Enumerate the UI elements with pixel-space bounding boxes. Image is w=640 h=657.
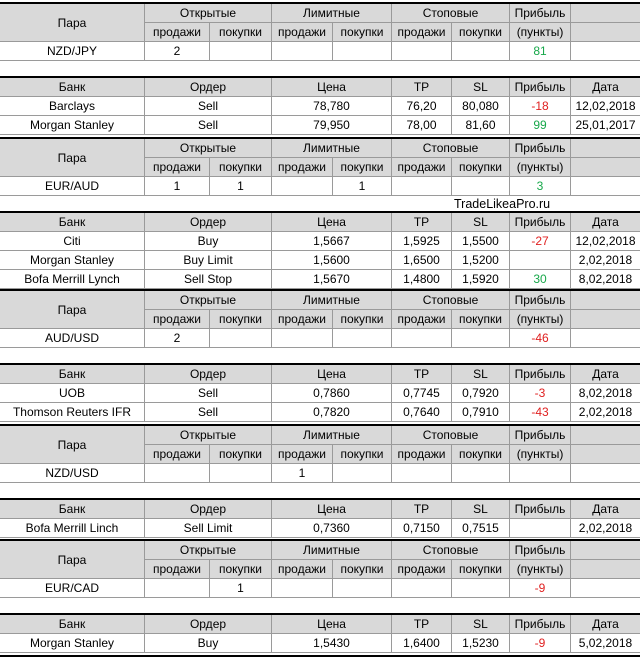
sells-subheader: продажи (272, 158, 333, 177)
order-column-header: Ордер (145, 365, 272, 384)
section-divider (0, 613, 640, 615)
stop-loss: 1,5230 (452, 634, 510, 653)
take-profit: 0,7150 (392, 519, 452, 538)
sells-subheader: продажи (272, 310, 333, 329)
row-profit: 30 (510, 270, 571, 289)
order-type: Buy Limit (145, 251, 272, 270)
order-date: 12,02,2018 (571, 97, 640, 116)
open-header: Открытые (145, 291, 272, 310)
limit-sell-count (272, 42, 333, 61)
sl-column-header: SL (452, 213, 510, 232)
stop-buy-count (452, 579, 510, 598)
date-column-header: Дата (571, 365, 640, 384)
empty-header (571, 426, 640, 445)
sells-subheader: продажи (145, 445, 210, 464)
bank-name: UOB (0, 384, 145, 403)
stop-sell-count (392, 579, 452, 598)
stop-header: Стоповые (392, 4, 510, 23)
buys-subheader: покупки (452, 23, 510, 42)
price-column-header: Цена (272, 78, 392, 97)
profit-column-header: Прибыль (510, 500, 571, 519)
sells-subheader: продажи (392, 23, 452, 42)
profit-column-header: Прибыль (510, 365, 571, 384)
order-column-header: Ордер (145, 615, 272, 634)
pair-name: NZD/USD (0, 464, 145, 483)
take-profit: 1,6500 (392, 251, 452, 270)
open-header: Открытые (145, 139, 272, 158)
order-date: 2,02,2018 (571, 403, 640, 422)
take-profit: 1,6400 (392, 634, 452, 653)
pair-header: Пара (0, 541, 145, 579)
limit-header: Лимитные (272, 4, 392, 23)
order-price: 0,7360 (272, 519, 392, 538)
order-type: Buy (145, 634, 272, 653)
empty-header (571, 541, 640, 560)
order-price: 1,5430 (272, 634, 392, 653)
sells-subheader: продажи (145, 158, 210, 177)
buys-subheader: покупки (333, 310, 392, 329)
pair-profit: 3 (510, 177, 571, 196)
stop-loss: 1,5500 (452, 232, 510, 251)
bank-name: Barclays (0, 97, 145, 116)
profit-header: Прибыль (510, 541, 571, 560)
brand-caption: TradeLikeaPro.ru (454, 197, 551, 211)
order-date: 12,02,2018 (571, 232, 640, 251)
empty-cell (571, 42, 640, 61)
price-column-header: Цена (272, 213, 392, 232)
empty-cell (571, 177, 640, 196)
limit-header: Лимитные (272, 541, 392, 560)
sells-subheader: продажи (272, 445, 333, 464)
bank-name: Bofa Merrill Lynch (0, 270, 145, 289)
order-column-header: Ордер (145, 213, 272, 232)
stop-loss: 1,5920 (452, 270, 510, 289)
stop-buy-count (452, 329, 510, 348)
sl-column-header: SL (452, 615, 510, 634)
open-buy-count (210, 464, 272, 483)
order-price: 79,950 (272, 116, 392, 135)
open-sell-count: 2 (145, 42, 210, 61)
buys-subheader: покупки (452, 445, 510, 464)
limit-sell-count: 1 (272, 464, 333, 483)
points-subheader: (пункты) (510, 23, 571, 42)
row-profit: 99 (510, 116, 571, 135)
order-type: Sell (145, 403, 272, 422)
order-price: 0,7860 (272, 384, 392, 403)
section-divider (0, 424, 640, 426)
profit-column-header: Прибыль (510, 615, 571, 634)
stop-loss: 0,7515 (452, 519, 510, 538)
limit-sell-count (272, 177, 333, 196)
order-price: 0,7820 (272, 403, 392, 422)
row-profit (510, 519, 571, 538)
buys-subheader: покупки (452, 560, 510, 579)
bank-name: Morgan Stanley (0, 251, 145, 270)
order-price: 1,5670 (272, 270, 392, 289)
bank-column-header: Банк (0, 500, 145, 519)
row-profit: -18 (510, 97, 571, 116)
pair-profit: 81 (510, 42, 571, 61)
buys-subheader: покупки (210, 445, 272, 464)
stop-header: Стоповые (392, 291, 510, 310)
bank-name: Morgan Stanley (0, 634, 145, 653)
empty-subheader (571, 445, 640, 464)
profit-column-header: Прибыль (510, 213, 571, 232)
price-column-header: Цена (272, 615, 392, 634)
open-header: Открытые (145, 426, 272, 445)
open-buy-count (210, 42, 272, 61)
take-profit: 1,5925 (392, 232, 452, 251)
bank-column-header: Банк (0, 615, 145, 634)
open-sell-count (145, 579, 210, 598)
sells-subheader: продажи (392, 560, 452, 579)
stop-loss: 0,7920 (452, 384, 510, 403)
bank-name: Thomson Reuters IFR (0, 403, 145, 422)
open-sell-count: 1 (145, 177, 210, 196)
sells-subheader: продажи (392, 158, 452, 177)
order-type: Sell (145, 97, 272, 116)
buys-subheader: покупки (210, 310, 272, 329)
pair-header: Пара (0, 139, 145, 177)
order-price: 78,780 (272, 97, 392, 116)
pair-name: EUR/AUD (0, 177, 145, 196)
tp-column-header: TP (392, 213, 452, 232)
section-divider (0, 363, 640, 365)
order-date: 5,02,2018 (571, 634, 640, 653)
price-column-header: Цена (272, 500, 392, 519)
order-type: Sell Limit (145, 519, 272, 538)
open-buy-count: 1 (210, 579, 272, 598)
row-profit: -43 (510, 403, 571, 422)
section-divider (0, 498, 640, 500)
profit-header: Прибыль (510, 4, 571, 23)
section-divider (0, 539, 640, 541)
open-header: Открытые (145, 4, 272, 23)
take-profit: 1,4800 (392, 270, 452, 289)
points-subheader: (пункты) (510, 560, 571, 579)
section-divider (0, 76, 640, 78)
take-profit: 0,7640 (392, 403, 452, 422)
date-column-header: Дата (571, 213, 640, 232)
pair-header: Пара (0, 426, 145, 464)
bank-column-header: Банк (0, 213, 145, 232)
sells-subheader: продажи (272, 560, 333, 579)
section-divider (0, 289, 640, 291)
stop-loss: 1,5200 (452, 251, 510, 270)
sells-subheader: продажи (272, 23, 333, 42)
profit-column-header: Прибыль (510, 78, 571, 97)
empty-header (571, 139, 640, 158)
sl-column-header: SL (452, 500, 510, 519)
buys-subheader: покупки (333, 560, 392, 579)
price-column-header: Цена (272, 365, 392, 384)
points-subheader: (пункты) (510, 310, 571, 329)
limit-sell-count (272, 579, 333, 598)
profit-header: Прибыль (510, 139, 571, 158)
pair-profit (510, 464, 571, 483)
bank-name: Morgan Stanley (0, 116, 145, 135)
stop-header: Стоповые (392, 139, 510, 158)
order-type: Sell (145, 116, 272, 135)
stop-loss: 80,080 (452, 97, 510, 116)
tp-column-header: TP (392, 365, 452, 384)
stop-sell-count (392, 42, 452, 61)
pair-name: NZD/JPY (0, 42, 145, 61)
limit-buy-count (333, 42, 392, 61)
pair-name: EUR/CAD (0, 579, 145, 598)
sl-column-header: SL (452, 78, 510, 97)
buys-subheader: покупки (333, 23, 392, 42)
section-divider (0, 2, 640, 4)
limit-header: Лимитные (272, 139, 392, 158)
sells-subheader: продажи (145, 560, 210, 579)
empty-subheader (571, 158, 640, 177)
limit-buy-count: 1 (333, 177, 392, 196)
open-buy-count (210, 329, 272, 348)
open-sell-count: 2 (145, 329, 210, 348)
bank-column-header: Банк (0, 365, 145, 384)
empty-header (571, 4, 640, 23)
open-buy-count: 1 (210, 177, 272, 196)
pair-profit: -46 (510, 329, 571, 348)
pair-name: AUD/USD (0, 329, 145, 348)
profit-header: Прибыль (510, 426, 571, 445)
order-date: 8,02,2018 (571, 384, 640, 403)
profit-header: Прибыль (510, 291, 571, 310)
buys-subheader: покупки (452, 158, 510, 177)
order-date: 2,02,2018 (571, 519, 640, 538)
stop-header: Стоповые (392, 426, 510, 445)
order-price: 1,5600 (272, 251, 392, 270)
empty-subheader (571, 560, 640, 579)
pair-header: Пара (0, 291, 145, 329)
take-profit: 78,00 (392, 116, 452, 135)
buys-subheader: покупки (210, 560, 272, 579)
order-type: Sell Stop (145, 270, 272, 289)
row-profit: -27 (510, 232, 571, 251)
empty-header (571, 291, 640, 310)
points-subheader: (пункты) (510, 445, 571, 464)
row-profit: -9 (510, 634, 571, 653)
bank-column-header: Банк (0, 78, 145, 97)
limit-sell-count (272, 329, 333, 348)
limit-header: Лимитные (272, 426, 392, 445)
sells-subheader: продажи (392, 310, 452, 329)
order-date: 25,01,2017 (571, 116, 640, 135)
stop-buy-count (452, 42, 510, 61)
tp-column-header: TP (392, 615, 452, 634)
stop-buy-count (452, 177, 510, 196)
buys-subheader: покупки (333, 158, 392, 177)
limit-buy-count (333, 464, 392, 483)
sl-column-header: SL (452, 365, 510, 384)
section-divider (0, 137, 640, 139)
order-type: Sell (145, 384, 272, 403)
order-column-header: Ордер (145, 78, 272, 97)
stop-loss: 81,60 (452, 116, 510, 135)
tp-column-header: TP (392, 78, 452, 97)
empty-cell (571, 464, 640, 483)
pair-header: Пара (0, 4, 145, 42)
date-column-header: Дата (571, 500, 640, 519)
empty-subheader (571, 23, 640, 42)
limit-header: Лимитные (272, 291, 392, 310)
empty-cell (571, 579, 640, 598)
pair-profit: -9 (510, 579, 571, 598)
order-column-header: Ордер (145, 500, 272, 519)
buys-subheader: покупки (333, 445, 392, 464)
empty-subheader (571, 310, 640, 329)
order-date: 8,02,2018 (571, 270, 640, 289)
sells-subheader: продажи (145, 23, 210, 42)
open-header: Открытые (145, 541, 272, 560)
take-profit: 0,7745 (392, 384, 452, 403)
order-price: 1,5667 (272, 232, 392, 251)
points-subheader: (пункты) (510, 158, 571, 177)
stop-sell-count (392, 177, 452, 196)
open-sell-count (145, 464, 210, 483)
stop-loss: 0,7910 (452, 403, 510, 422)
stop-header: Стоповые (392, 541, 510, 560)
date-column-header: Дата (571, 615, 640, 634)
limit-buy-count (333, 329, 392, 348)
limit-buy-count (333, 579, 392, 598)
stop-buy-count (452, 464, 510, 483)
date-column-header: Дата (571, 78, 640, 97)
sells-subheader: продажи (145, 310, 210, 329)
order-type: Buy (145, 232, 272, 251)
bank-name: Citi (0, 232, 145, 251)
bank-name: Bofa Merrill Linch (0, 519, 145, 538)
buys-subheader: покупки (210, 158, 272, 177)
take-profit: 76,20 (392, 97, 452, 116)
buys-subheader: покупки (210, 23, 272, 42)
row-profit: -3 (510, 384, 571, 403)
stop-sell-count (392, 464, 452, 483)
row-profit (510, 251, 571, 270)
sells-subheader: продажи (392, 445, 452, 464)
buys-subheader: покупки (452, 310, 510, 329)
empty-cell (571, 329, 640, 348)
stop-sell-count (392, 329, 452, 348)
order-date: 2,02,2018 (571, 251, 640, 270)
tp-column-header: TP (392, 500, 452, 519)
